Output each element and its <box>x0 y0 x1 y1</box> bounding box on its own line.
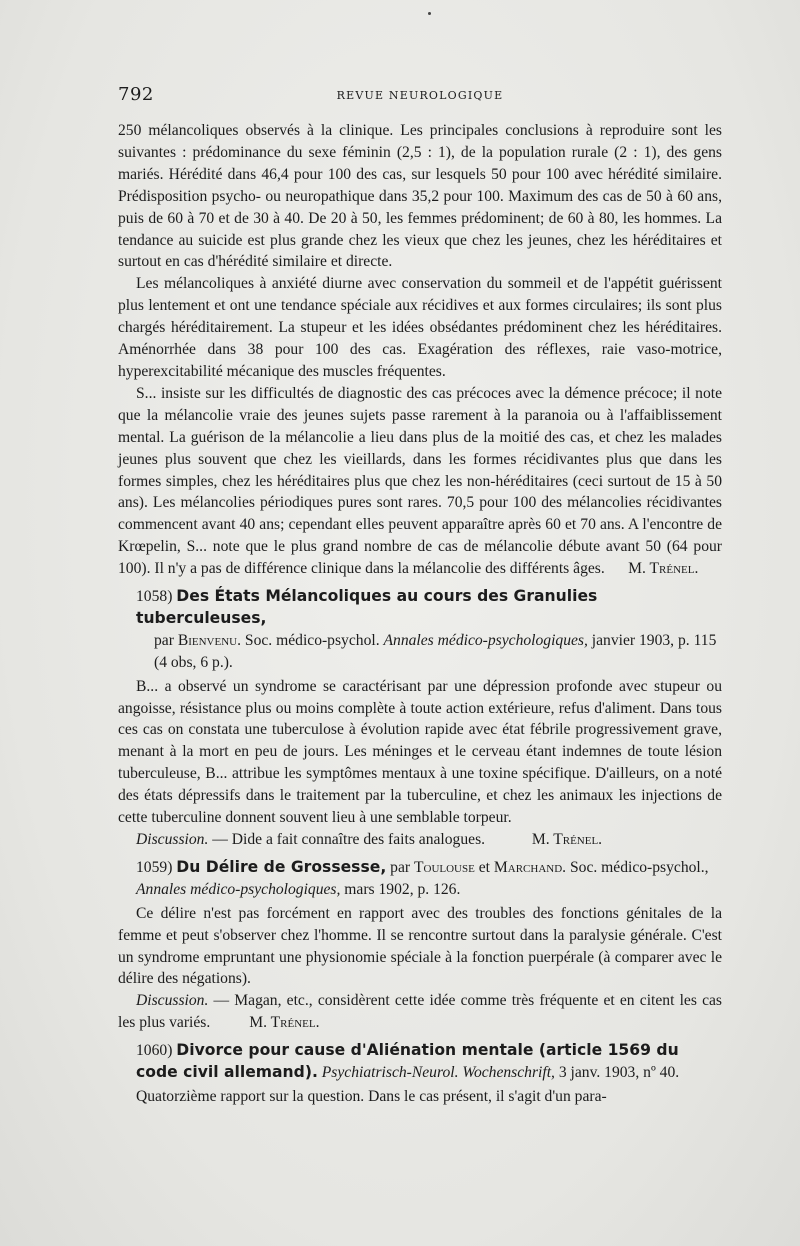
discussion-text: — Dide a fait connaître des faits analogues. <box>208 831 486 848</box>
citation-journal: Annales médico-psychologiques, <box>383 631 588 649</box>
paragraph <box>118 383 722 580</box>
paragraph: B... a observé un syndrome se caractérisant par une dépression profonde avec stupeur ou angoisse, résistance plus ou moins complète à toute action extérieure, refus d'aliment. Dans tous ces cas on constata une tuberculose à évolution rapide avec état fébrile progressivement grave, menant à la mort en peu de jours. Les méninges et le cerveau étant indemnes de toute lésion tuberculeuse, B... attribue les symptômes mentaux à une toxine spécifique. D'ailleurs, on a noté des états dépressifs dans le traitement par la tuberculine, et chez les animaux les injections de cette tuberculine donnent souvent lieu à une semblable torpeur. <box>118 677 722 827</box>
entry-title: Du Délire de Grossesse, <box>176 857 387 876</box>
citation-date: janvier 1903, p. 115 (4 obs, 6 p.). <box>154 631 717 671</box>
citation-and: et <box>474 858 494 876</box>
article-body <box>118 120 722 1108</box>
citation-author: Toulouse <box>413 858 475 876</box>
page-header <box>118 84 722 110</box>
paragraph: Les mélancoliques à anxiété diurne avec conservation du sommeil et de l'appétit guérissent plus lentement et ont une tendance spéciale aux récidives et aux formes circulaires; ils sont plus chargés héréditairement. La stupeur et les idées obsédantes prédominent chez les héréditaires. Aménorrhée dans 38 pour 100 des cas. Exagération des réflexes, raie vaso-motrice, hyperexcitabilité mécanique des muscles fréquentes. <box>118 275 722 380</box>
discussion-label: Discussion. <box>136 992 209 1010</box>
entry-number: 1059) <box>136 858 173 876</box>
running-head: REVUE NEUROLOGIQUE <box>336 89 504 102</box>
citation-by: par <box>154 631 174 649</box>
signature: M. Trénel. <box>531 831 603 848</box>
print-speck <box>428 12 431 15</box>
entry-number: 1060) <box>136 1042 173 1060</box>
citation-author: Marchand <box>493 858 563 876</box>
signature: M. Trénel. <box>249 1014 320 1032</box>
discussion <box>118 990 722 1034</box>
citation-by: par <box>390 858 411 876</box>
abstract-entry-1060 <box>118 1040 722 1084</box>
discussion <box>118 829 722 851</box>
citation-source: . Soc. médico-psychol., <box>562 858 709 876</box>
abstract-entry-1059 <box>118 857 722 901</box>
abstract-entry-1058 <box>118 586 722 674</box>
citation-journal: Annales médico-psychologiques, <box>136 880 341 898</box>
paragraph-text: S... insiste sur les difficultés de diagnostic des cas précoces avec la démence précoce; il note que la mélancolie vraie des jeunes sujets passe rarement à la paranoia ou à l'affaiblissement mental. La guérison de la mélancolie a lieu dans plus de la moitié des cas, et chez les malades jeunes plus souvent que chez les vieillards, dans les formes récidivantes plus que dans les formes simples, chez les héréditaires plus que chez les non-héréditaires (ceci surtout de 15 à 50 ans). Les mélancolies périodiques pures sont rares. 70,5 pour 100 des mélancolies récidivantes commencent avant 40 ans; cependant elles peuvent apparaître après 60 et 70 ans. A l'encontre de Krœpelin, S... note que le plus grand nombre de cas de mélancolie débute avant 50 (64 pour 100). Il n'y a pas de différence clinique dans la mélancolie des différents âges. <box>118 384 722 578</box>
discussion-text: — Magan, etc., considèrent cette idée comme très fréquente et en citent les cas les plus variés. <box>118 992 722 1032</box>
citation-author: Bienvenu <box>177 631 238 649</box>
entry-number: 1058) <box>136 588 173 606</box>
entry-title: Des États Mélancoliques au cours des Granulies tuberculeuses, <box>136 587 598 627</box>
page-number: 792 <box>118 84 154 105</box>
paragraph: Ce délire n'est pas forcément en rapport avec des troubles des fonctions génitales de la femme et peut s'observer chez l'homme. Il se rencontre surtout dans la paralysie générale. C'est un syndrome empruntant une physionomie spéciale à la fonction puerpérale (à comparer avec le délire des négations). <box>118 904 722 988</box>
paragraph: Quatorzième rapport sur la question. Dans le cas présent, il s'agit d'un para- <box>136 1087 607 1105</box>
paragraph: 250 mélancoliques observés à la clinique. Les principales conclusions à reproduire sont les suivantes : prédominance du sexe féminin (2,5 : 1), de la population rurale (2 : 1), des gens mariés. Hérédité dans 46,4 pour 100 des cas, sur lesquels 50 pour 100 avec hérédité similaire. Prédisposition psycho- ou neuropathique dans 35,2 pour 100. Maximum des cas de 50 à 60 ans, puis de 60 à 70 et de 30 à 40. De 20 à 50, les femmes prédominent; de 60 à 80, les hommes. La tendance au suicide est plus grande chez les vieux que chez les jeunes, chez les héréditaires et surtout en cas d'hérédité similaire et directe. <box>118 122 722 271</box>
citation-date: 3 janv. 1903, nº 40. <box>554 1064 680 1082</box>
discussion-label: Discussion. <box>136 831 209 848</box>
entry-citation <box>136 630 722 674</box>
citation-source: . Soc. médico-psychol. <box>237 631 384 649</box>
signature: M. Trénel. <box>628 560 699 578</box>
citation-journal: Psychiatrisch-Neurol. Wochenschrift, <box>321 1064 555 1082</box>
entry-title: Divorce pour cause d'Aliénation mentale (article 1569 du code civil allemand). <box>136 1041 679 1082</box>
citation-date: mars 1902, p. 126. <box>340 880 461 898</box>
